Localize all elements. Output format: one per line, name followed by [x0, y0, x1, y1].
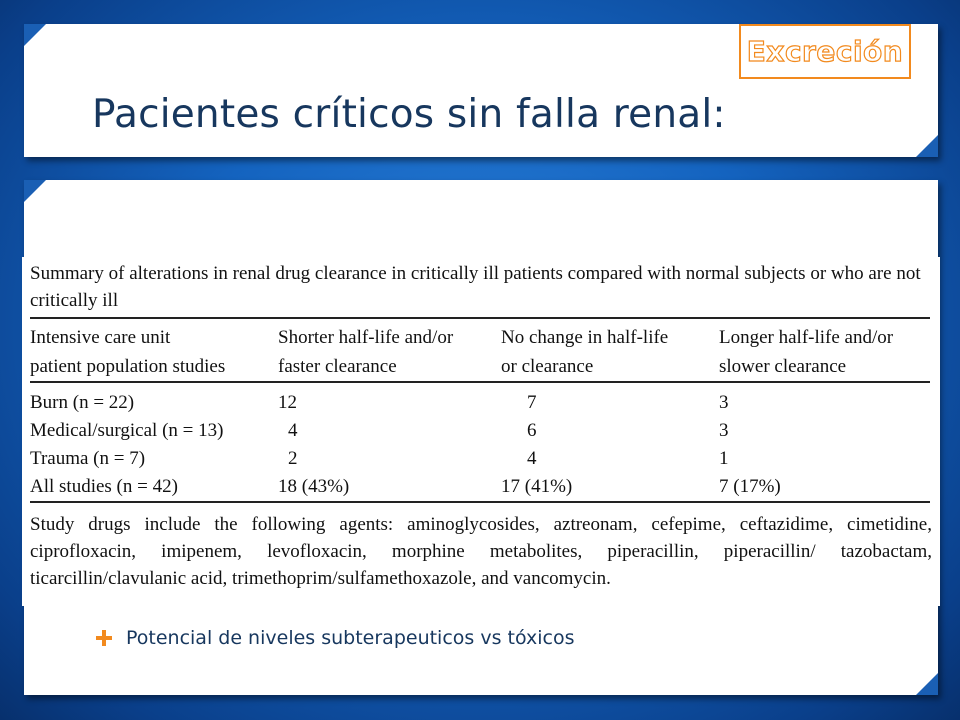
header-line: or clearance [501, 356, 594, 377]
section-badge-label: Excreción [746, 35, 904, 68]
clearance-table [22, 257, 940, 606]
header-shorter [278, 323, 453, 381]
table-caption: Summary of alterations in renal drug clearance in critically ill patients compared with normal subjects or who are not critically ill [30, 263, 921, 311]
header-no-change [501, 323, 668, 381]
cell-longer: 7 (17%) [719, 476, 781, 497]
table-rule [30, 381, 930, 383]
cell-no-change: 6 [527, 420, 537, 441]
cell-longer: 1 [719, 448, 729, 469]
cell-longer: 3 [719, 392, 729, 413]
cell-no-change: 7 [527, 392, 537, 413]
header-line: slower clearance [719, 356, 847, 377]
section-badge [739, 24, 911, 79]
cell-shorter: 12 [278, 392, 297, 413]
table-row [22, 445, 940, 473]
table-row [22, 389, 940, 417]
header-longer [719, 323, 893, 381]
cell-no-change: 17 (41%) [501, 476, 573, 497]
header-line: Intensive care unit [30, 327, 171, 348]
cell-population: Burn (n = 22) [30, 392, 135, 413]
cell-shorter: 4 [288, 420, 298, 441]
bullet-item [96, 624, 575, 652]
cell-population: Medical/surgical (n = 13) [30, 420, 224, 441]
plus-bullet-icon [96, 630, 112, 646]
table-row [22, 473, 940, 501]
header-line: faster clearance [278, 356, 397, 377]
table-rule [30, 317, 930, 319]
cell-longer: 3 [719, 420, 729, 441]
corner-decoration [24, 24, 46, 46]
table-rule [30, 501, 930, 503]
cell-shorter: 2 [288, 448, 298, 469]
header-line: Shorter half-life and/or [278, 327, 454, 348]
corner-decoration [24, 180, 46, 202]
slide-title: Pacientes críticos sin falla renal: [92, 92, 726, 137]
cell-no-change: 4 [527, 448, 537, 469]
table-footnote: Study drugs include the following agents: aminoglycosides, aztreonam, cefepime, ceftazidime, cimetidine, ciprofloxacin, imipenem, levofloxacin, morphine metabolites, piperacillin, piperacillin/ tazobactam, ticarcillin/clavulanic acid, trimethoprim/sulfamethoxazole, and vancomycin. [30, 514, 932, 589]
cell-shorter: 18 (43%) [278, 476, 350, 497]
corner-decoration [916, 673, 938, 695]
cell-population: Trauma (n = 7) [30, 448, 146, 469]
header-population [30, 323, 225, 381]
cell-population: All studies (n = 42) [30, 476, 178, 497]
corner-decoration [916, 135, 938, 157]
header-line: No change in half-life [501, 327, 669, 348]
header-line: Longer half-life and/or [719, 327, 894, 348]
bullet-text: Potencial de niveles subterapeuticos vs tóxicos [126, 627, 575, 649]
header-line: patient population studies [30, 356, 226, 377]
table-row [22, 417, 940, 445]
